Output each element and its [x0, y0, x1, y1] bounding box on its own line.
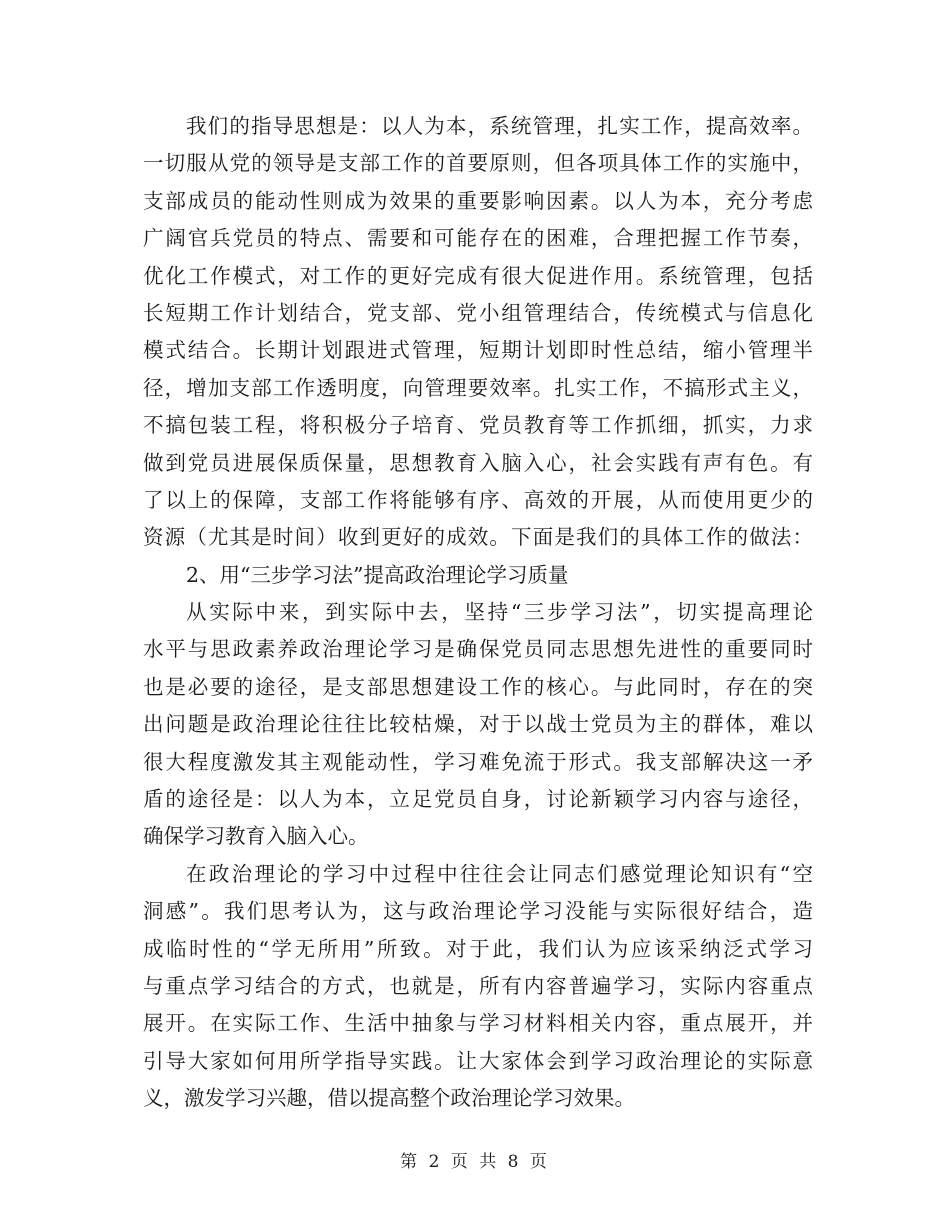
paragraph-3-line: 成临时性的“学无所用”所致。对于此，我们认为应该采纳泛式学习 — [143, 936, 813, 961]
paragraph-2-line: 也是必要的途径，是支部思想建设工作的核心。与此同时，存在的突 — [143, 674, 813, 699]
paragraph-1-line: 资源（尤其是时间）收到更好的成效。下面是我们的具体工作的做法： — [143, 525, 813, 550]
paragraph-3-line: 洞感”。我们思考认为，这与政治理论学习没能与实际很好结合，造 — [143, 899, 813, 924]
paragraph-1-line: 长短期工作计划结合，党支部、党小组管理结合，传统模式与信息化 — [143, 300, 813, 325]
paragraph-1-line: 广阔官兵党员的特点、需要和可能存在的困难，合理把握工作节奏， — [143, 226, 813, 251]
paragraph-1-line: 做到党员进展保质保量，思想教育入脑入心，社会实践有声有色。有 — [143, 450, 813, 475]
page-number-footer: 第 2 页 共 8 页 — [400, 1152, 550, 1172]
paragraph-2-line: 出问题是政治理论往往比较枯燥，对于以战士党员为主的群体，难以 — [143, 712, 813, 737]
paragraph-1-line: 一切服从党的领导是支部工作的首要原则，但各项具体工作的实施中， — [143, 151, 813, 176]
paragraph-1-line: 不搞包装工程，将积极分子培育、党员教育等工作抓细，抓实，力求 — [143, 413, 813, 438]
paragraph-2-line: 很大程度激发其主观能动性，学习难免流于形式。我支部解决这一矛 — [143, 749, 813, 774]
paragraph-3-line: 在政治理论的学习中过程中往往会让同志们感觉理论知识有“空 — [186, 861, 813, 886]
paragraph-3-line: 义，激发学习兴趣，借以提高整个政治理论学习效果。 — [143, 1086, 635, 1111]
paragraph-3-line: 展开。在实际工作、生活中抽象与学习材料相关内容，重点展开，并 — [143, 1011, 813, 1036]
document-body — [143, 108, 813, 1118]
paragraph-3-line: 与重点学习结合的方式，也就是，所有内容普遍学习，实际内容重点 — [143, 973, 813, 998]
paragraph-1-line: 支部成员的能动性则成为效果的重要影响因素。以人为本，充分考虑 — [143, 188, 813, 213]
paragraph-2-line: 确保学习教育入脑入心。 — [143, 824, 369, 849]
paragraph-1-line: 模式结合。长期计划跟进式管理，短期计划即时性总结，缩小管理半 — [143, 338, 813, 363]
paragraph-2-line: 水平与思政素养政治理论学习是确保党员同志思想先进性的重要同时 — [143, 637, 813, 662]
paragraph-3-line: 引导大家如何用所学指导实践。让大家体会到学习政治理论的实际意 — [143, 1048, 813, 1073]
paragraph-2-line: 从实际中来，到实际中去，坚持“三步学习法”，切实提高理论 — [186, 600, 813, 625]
paragraph-1-line: 我们的指导思想是：以人为本，系统管理，扎实工作，提高效率。 — [186, 114, 813, 138]
paragraph-2-line: 盾的途径是：以人为本，立足党员自身，讨论新颖学习内容与途径， — [143, 787, 813, 812]
paragraph-1-line: 径，增加支部工作透明度，向管理要效率。扎实工作，不搞形式主义， — [143, 375, 813, 400]
paragraph-1-line: 优化工作模式，对工作的更好完成有很大促进作用。系统管理，包括 — [143, 263, 813, 288]
section-heading: 2、用“三步学习法”提高政治理论学习质量 — [186, 562, 569, 587]
paragraph-1-line: 了以上的保障，支部工作将能够有序、高效的开展，从而使用更少的 — [143, 487, 813, 512]
